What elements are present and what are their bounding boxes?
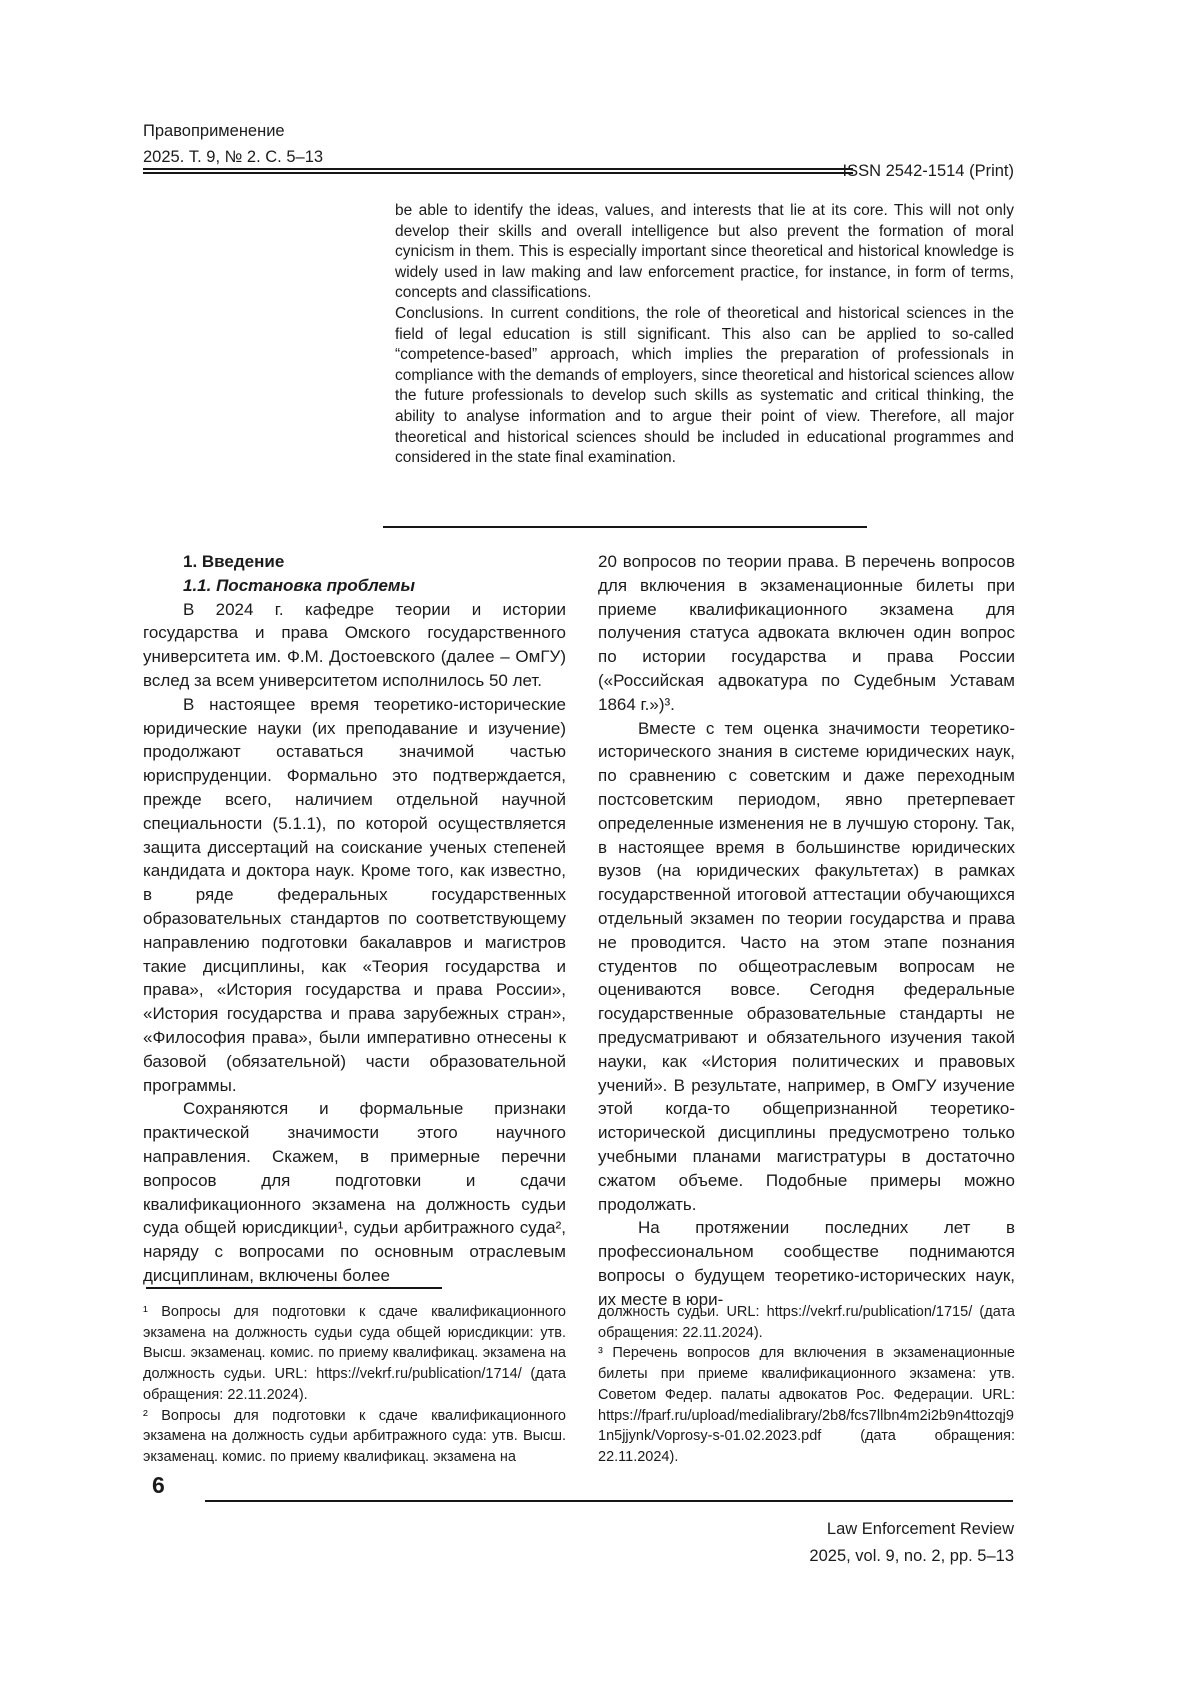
abstract-paragraph: be able to identify the ideas, values, and interests that lie at its core. This will not only develop their skills and overall intelligence but also prevent the formation of moral cynicism in them. This is especially important since theoretical and historical knowledge is widely used in law making and law enforcement practice, for instance, in form of terms, concepts and classifications. <box>395 202 1014 302</box>
journal-title-ru: Правоприменение <box>143 122 285 140</box>
page-number: 6 <box>152 1472 165 1498</box>
footnote-separator-rule <box>146 1287 442 1289</box>
issn-label: ISSN 2542-1514 (Print) <box>842 162 1014 180</box>
footnote-2-continuation: должность судьи. URL: https://vekrf.ru/publication/1715/ (дата обращения: 22.11.2024). <box>598 1304 1015 1341</box>
subsection-heading-problem-statement: 1.1. Постановка проблемы <box>183 575 415 595</box>
body-paragraph: В 2024 г. кафедре теории и истории государства и права Омского государственного университета им. Ф.М. Достоевского (далее – ОмГУ) вслед за всем университетом исполнилось 50 лет. <box>143 599 566 690</box>
journal-issue-en: 2025, vol. 9, no. 2, pp. 5–13 <box>809 1547 1014 1565</box>
abstract-divider-rule <box>383 526 867 528</box>
body-column-right <box>598 550 1015 1312</box>
footnotes-left-column <box>143 1302 566 1468</box>
footnote-2: ² Вопросы для подготовки к сдаче квалификационного экзамена на должность судьи арбитражного суда: утв. Высш. экзаменац. комис. по приему квалификац. экзамена на <box>143 1407 566 1465</box>
header-double-rule <box>143 168 853 174</box>
body-paragraph: 20 вопросов по теории права. В перечень вопросов для включения в экзаменационные билеты при приеме квалификационного экзамена для получения статуса адвоката включен один вопрос по истории государства и права России («Российская адвокатура по Судебным Уставам 1864 г.»)³. <box>598 552 1015 714</box>
footnotes-right-column <box>598 1302 1015 1468</box>
body-paragraph: Сохраняются и формальные признаки практической значимости этого научного направления. Скажем, в примерные перечни вопросов для подготовки и сдачи квалификационного экзамена на должность судьи суда общей юрисдикции¹, судьи арбитражного суда², наряду с вопросами по основным отраслевым дисциплинам, включены более <box>143 1099 566 1285</box>
footer-journal-info <box>809 1516 1014 1570</box>
section-heading-introduction: 1. Введение <box>183 552 285 571</box>
body-paragraph: В настоящее время теоретико-исторические юридические науки (их преподавание и изучение) продолжают оставаться значимой частью юриспруденции. Формально это подтверждается, прежде всего, наличием отдельной научной специальности (5.1.1), по которой осуществляется защита диссертаций на соискание ученых степеней кандидата и доктора наук. Кроме того, как известно, в ряде федеральных государственных образовательных стандартов по соответствующему направлению подготовки бакалавров и магистров такие дисциплины, как «Теория государства и права», «История государства и права России», «История государства и права зарубежных стран», «Философия права», были императивно отнесены к базовой (обязательной) части образовательной программы. <box>143 694 566 1095</box>
journal-issue-ru: 2025. Т. 9, № 2. С. 5–13 <box>143 148 324 166</box>
abstract-conclusions-paragraph: Conclusions. In current conditions, the role of theoretical and historical sciences in the field of legal education is still significant. This also can be applied to so-called “competence-based” approach, which implies the preparation of professionals in compliance with the demands of employers, since theoretical and historical sciences allow the future professionals to develop such skills as systematic and critical thinking, the ability to analyse information and to argue their point of view. Therefore, all major theoretical and historical sciences should be included in educational programmes and considered in the state final examination. <box>395 304 1014 467</box>
footer-rule <box>205 1500 1013 1502</box>
abstract-english <box>395 201 1014 469</box>
journal-title-en: Law Enforcement Review <box>826 1520 1014 1538</box>
footnote-1: ¹ Вопросы для подготовки к сдаче квалификационного экзамена на должность судьи суда общей юрисдикции: утв. Высш. экзаменац. комис. по приему квалификац. экзамена на должность судьи. URL: https://vekrf.ru/publication/1714/ (дата обращения: 22.11.2024). <box>143 1304 566 1403</box>
body-column-left <box>143 550 566 1288</box>
body-paragraph: Вместе с тем оценка значимости теоретико-исторического знания в системе юридических наук, по сравнению с советским и даже переходным постсоветским периодом, явно претерпевает определенные изменения не в лучшую сторону. Так, в настоящее время в большинстве юридических вузов (на юридических факультетах) в рамках государственной итоговой аттестации обучающихся отдельный экзамен по теории государства и права не проводится. Часто на этом этапе познания студентов по общеотраслевым вопросам не оцениваются вовсе. Сегодня федеральные государственные образовательные стандарты не предусматривают и обязательного изучения такой науки, как «История политических и правовых учений». В результате, например, в ОмГУ изучение этой когда-то общепризнанной теоретико-исторической дисциплины предусмотрено только учебными планами магистратуры в достаточно сжатом объеме. Подобные примеры можно продолжать. <box>598 718 1015 1214</box>
footnote-3: ³ Перечень вопросов для включения в экзаменационные билеты при приеме квалификационного экзамена: утв. Советом Федер. палаты адвокатов Рос. Федерации. URL: https://fparf.ru/upload/medialibrary/2b8/fcs7llbn4m2i2b9n4ttozqj91n5jjynk/Voprosy-s-01.02.2023.pdf (дата обращения: 22.11.2024). <box>598 1345 1015 1465</box>
body-paragraph: На протяжении последних лет в профессиональном сообществе поднимаются вопросы о будущем теоретико-исторических наук, их месте в юри- <box>598 1218 1015 1309</box>
